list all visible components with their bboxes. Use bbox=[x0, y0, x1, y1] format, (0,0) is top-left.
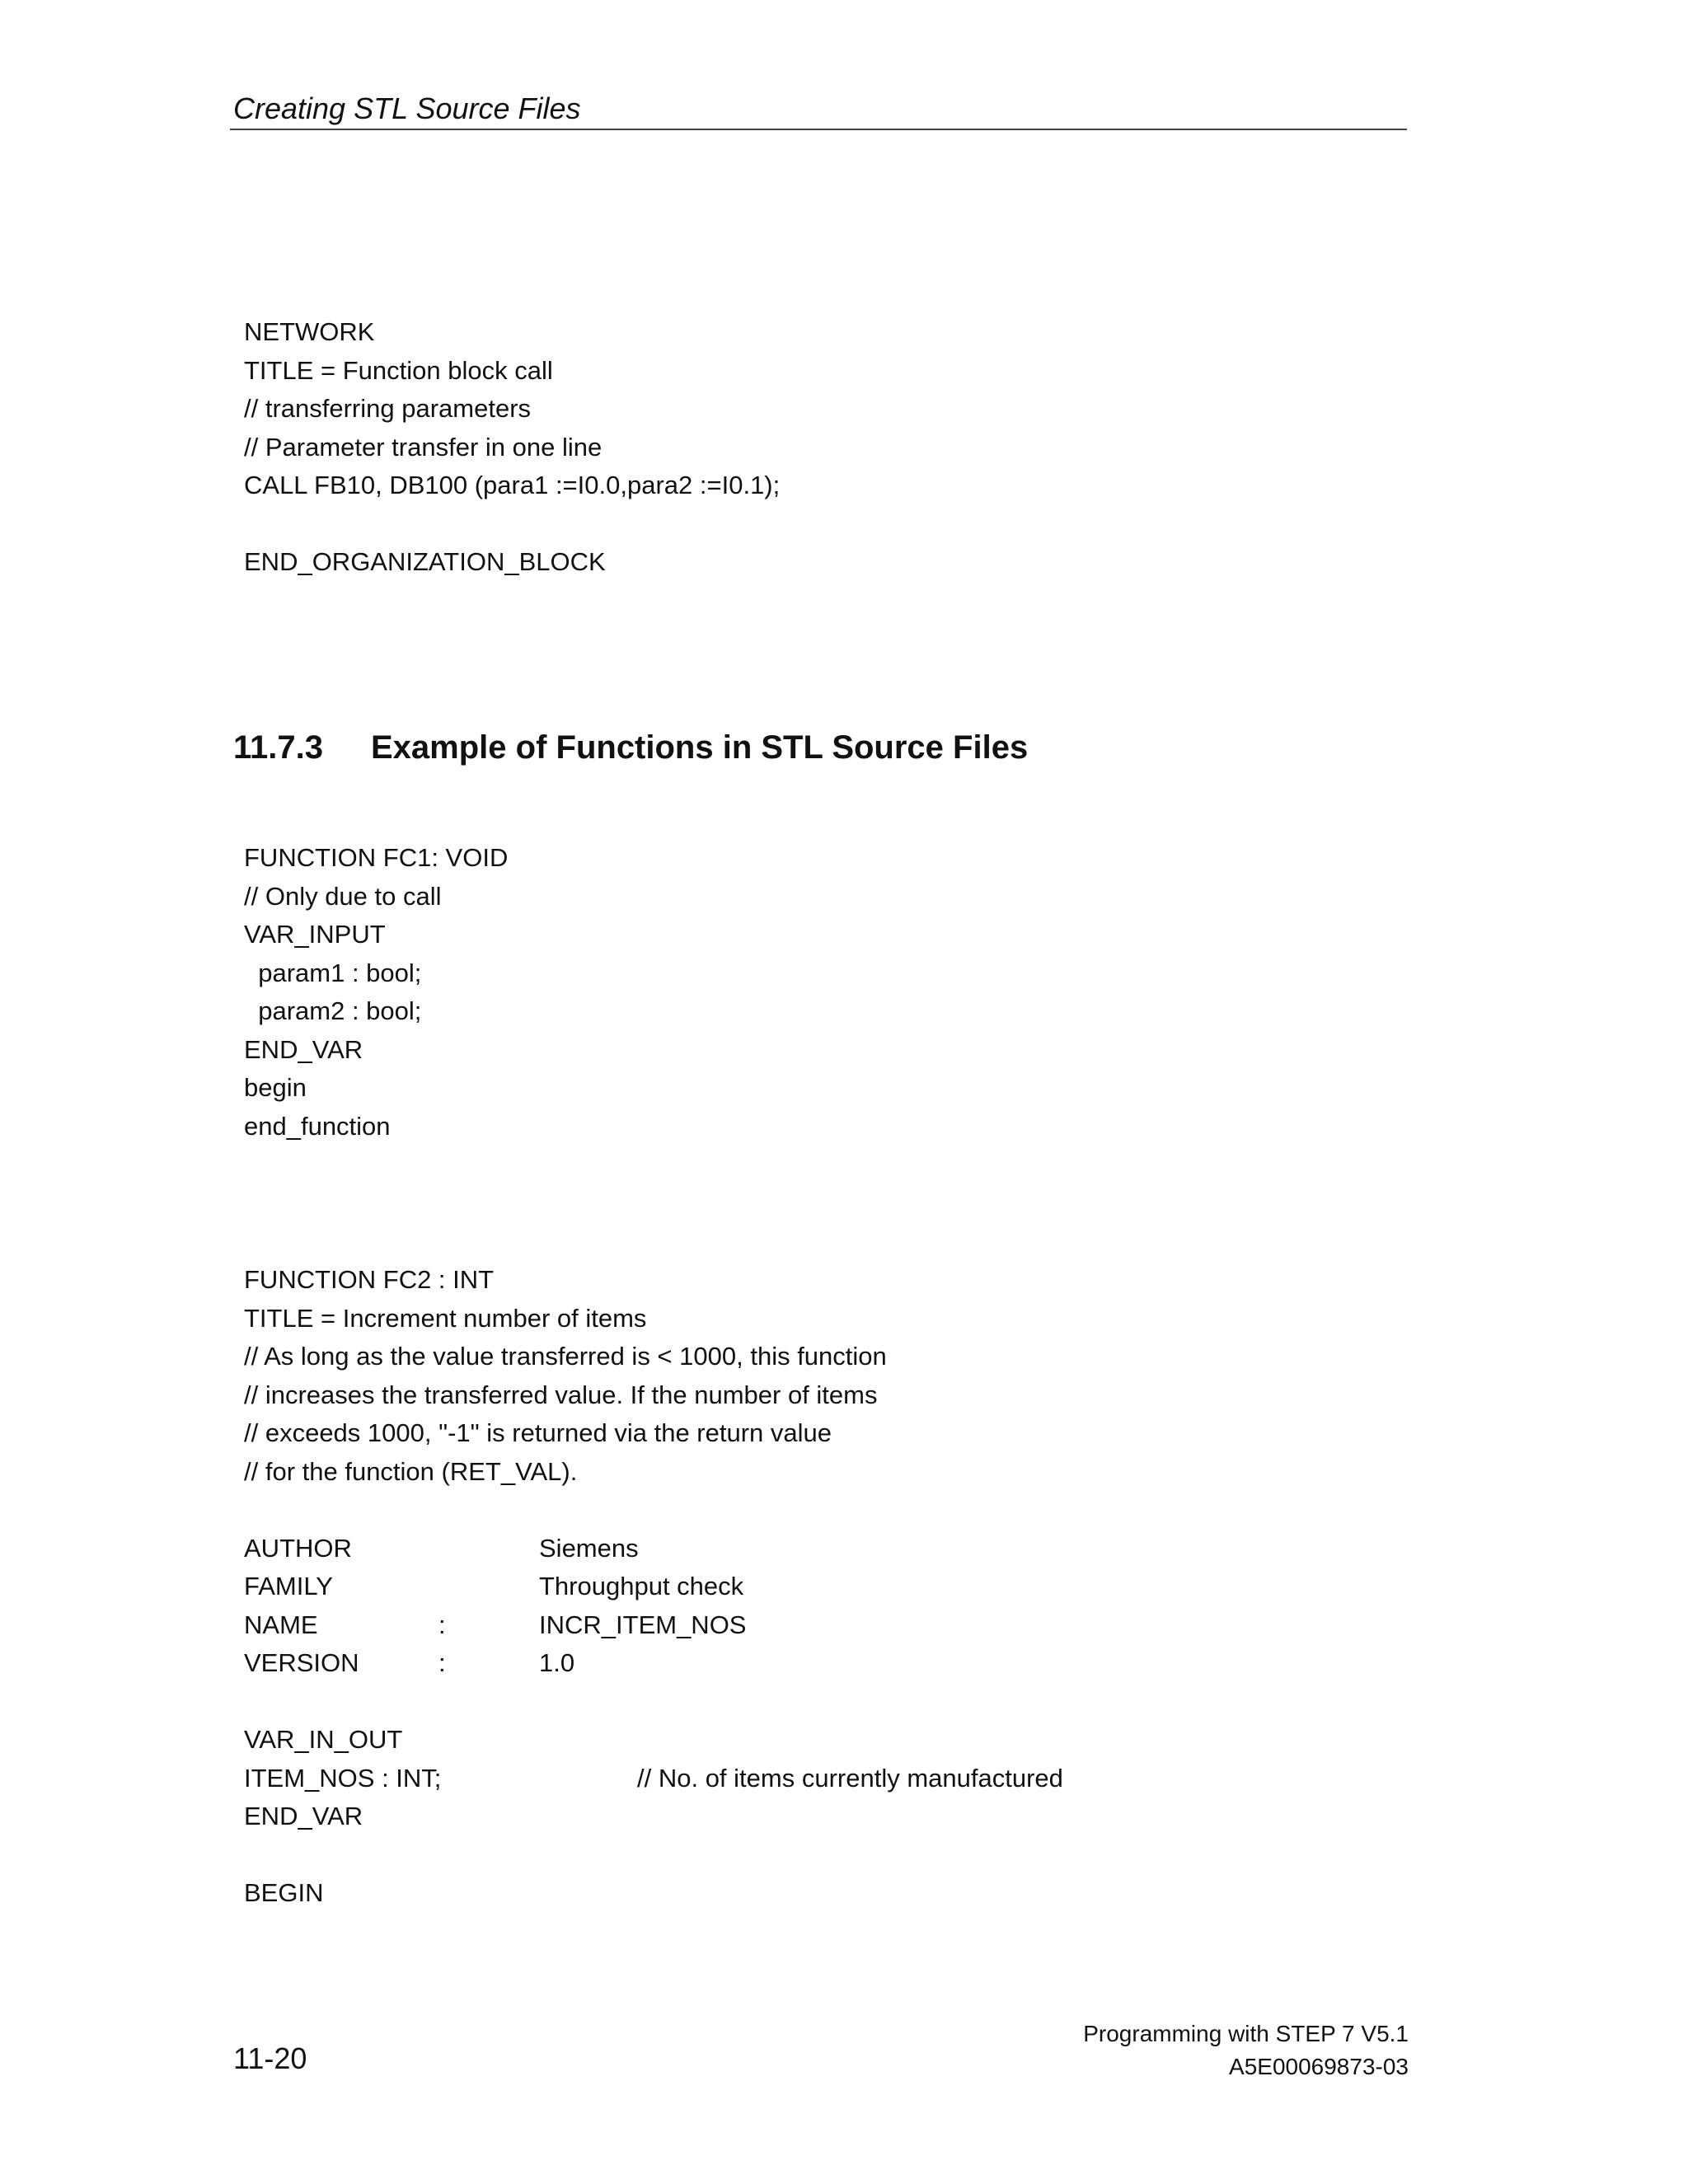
code-line: param1 : bool; bbox=[244, 958, 422, 987]
code-block-fc2 bbox=[244, 1261, 1063, 1913]
code-line: // Only due to call bbox=[244, 881, 442, 911]
code-line: begin bbox=[244, 1073, 307, 1102]
attribute-value: 1.0 bbox=[539, 1648, 575, 1677]
attribute-row bbox=[244, 1644, 887, 1683]
header-rule bbox=[230, 129, 1407, 130]
variable-declaration: ITEM_NOS : INT; bbox=[244, 1763, 442, 1793]
page-number: 11-20 bbox=[233, 2041, 307, 2075]
code-line: END_VAR bbox=[244, 1802, 363, 1830]
attribute-key: FAMILY bbox=[244, 1572, 333, 1601]
attribute-row bbox=[244, 1568, 887, 1606]
code-line-blank bbox=[244, 1683, 887, 1722]
code-line: // exceeds 1000, "-1" is returned via the return value bbox=[244, 1418, 832, 1447]
attribute-row bbox=[244, 1530, 887, 1568]
code-block-network bbox=[244, 313, 780, 582]
code-line-blank bbox=[244, 505, 780, 544]
code-line: // transferring parameters bbox=[244, 394, 532, 423]
code-line: END_VAR bbox=[244, 1034, 363, 1064]
code-line: FUNCTION FC1: VOID bbox=[244, 843, 509, 872]
variable-declaration-row bbox=[244, 1760, 1063, 1798]
manual-title: Programming with STEP 7 V5.1 bbox=[1083, 2021, 1409, 2046]
attribute-row bbox=[244, 1606, 887, 1645]
code-line-blank bbox=[244, 1836, 887, 1875]
code-line: end_function bbox=[244, 1111, 391, 1141]
section-title: Example of Functions in STL Source Files bbox=[371, 729, 1029, 766]
code-line: END_ORGANIZATION_BLOCK bbox=[244, 547, 606, 576]
code-line: TITLE = Function block call bbox=[244, 355, 553, 385]
code-line-blank bbox=[244, 1491, 887, 1530]
attribute-key: VERSION bbox=[244, 1648, 359, 1677]
code-line: VAR_IN_OUT bbox=[244, 1725, 403, 1754]
code-line: TITLE = Increment number of items bbox=[244, 1303, 647, 1333]
code-block-fc1 bbox=[244, 839, 508, 1146]
code-line: FUNCTION FC2 : INT bbox=[244, 1265, 495, 1294]
code-line: // for the function (RET_VAL). bbox=[244, 1456, 578, 1486]
code-line: // Parameter transfer in one line bbox=[244, 432, 603, 462]
attribute-separator: : bbox=[438, 1610, 446, 1639]
attribute-key: AUTHOR bbox=[244, 1533, 352, 1563]
code-line: BEGIN bbox=[244, 1878, 324, 1907]
section-number: 11.7.3 bbox=[233, 729, 324, 766]
code-line: // increases the transferred value. If the number of items bbox=[244, 1380, 878, 1409]
attribute-value: Siemens bbox=[539, 1533, 639, 1563]
document-number: A5E00069873-03 bbox=[1229, 2054, 1409, 2079]
running-header-title: Creating STL Source Files bbox=[233, 91, 581, 125]
attribute-separator: : bbox=[438, 1648, 446, 1677]
code-line: CALL FB10, DB100 (para1 :=I0.0,para2 :=I0.1); bbox=[244, 471, 781, 499]
code-line: param2 : bool; bbox=[244, 996, 422, 1025]
code-line: NETWORK bbox=[244, 317, 375, 346]
footer-manual-info bbox=[1083, 2018, 1409, 2083]
variable-comment: // No. of items currently manufactured bbox=[637, 1763, 1063, 1793]
attribute-key: NAME bbox=[244, 1610, 318, 1639]
attribute-value: INCR_ITEM_NOS bbox=[539, 1610, 747, 1639]
attribute-value: Throughput check bbox=[539, 1572, 744, 1601]
section-heading bbox=[233, 727, 1028, 768]
code-line: // As long as the value transferred is < 1000, this function bbox=[244, 1342, 887, 1371]
code-line: VAR_INPUT bbox=[244, 920, 386, 949]
